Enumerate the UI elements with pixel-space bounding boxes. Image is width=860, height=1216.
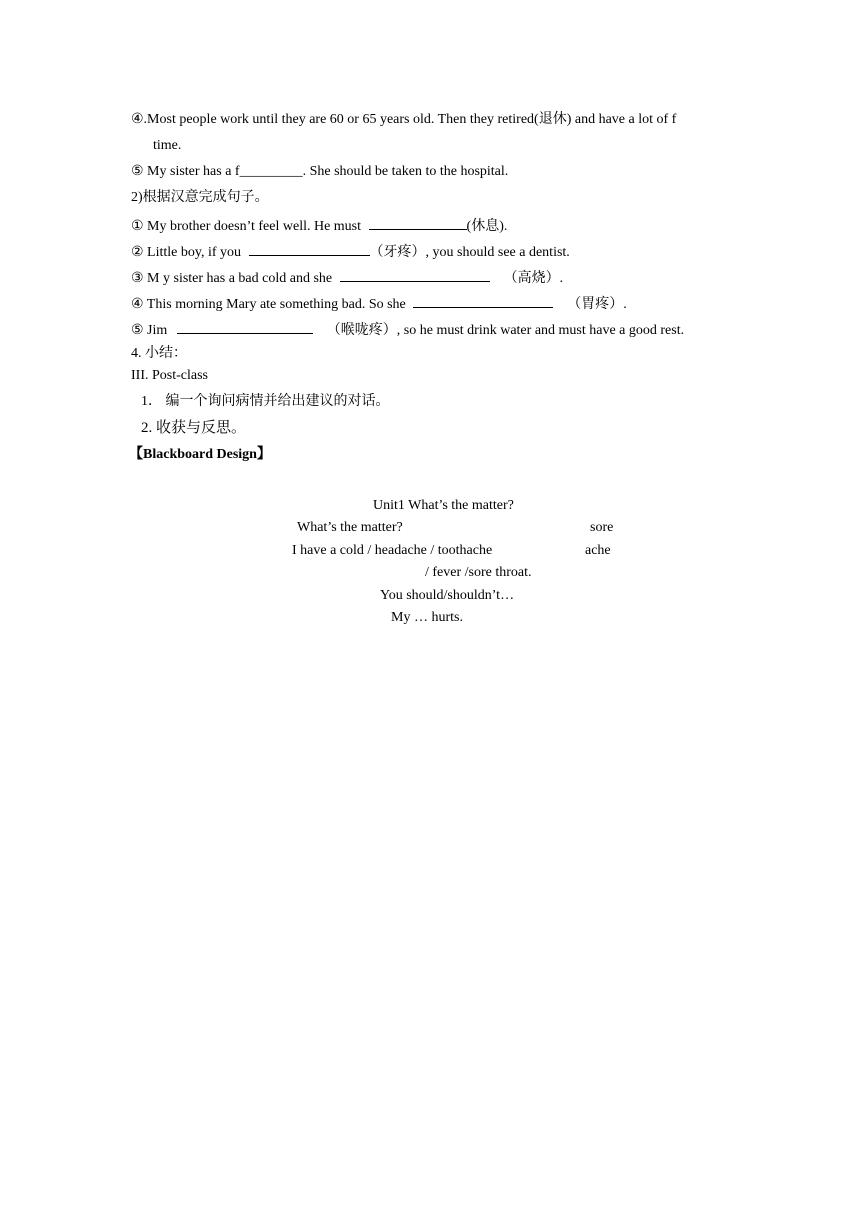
sentence-item-2-pre: ② Little boy, if you [131, 245, 242, 260]
exercise-2-heading-text: 2)根据汉意完成句子。 [131, 190, 269, 205]
blackboard-line-2-left-text: I have a cold / headache / toothache [292, 543, 493, 558]
exercise-item-4-continuation [153, 137, 181, 155]
sentence-item-5-pre: ⑤ Jim [131, 323, 168, 338]
blackboard-line-5 [391, 609, 463, 627]
answer-blank[interactable] [369, 215, 467, 230]
blackboard-line-1-left-text: What’s the matter? [297, 520, 403, 535]
exercise-2-heading [131, 189, 269, 207]
exercise-item-5-pre: ⑤ My sister has a f [131, 164, 240, 179]
sentence-item-5 [131, 319, 684, 340]
answer-blank[interactable] [413, 293, 553, 308]
exercise-item-4-cont-text: time. [153, 138, 182, 153]
post-class-heading-text: III. Post-class [131, 368, 208, 383]
sentence-item-5-post: , so he must drink water and must have a good rest. [396, 323, 685, 338]
sentence-item-2-hint: （牙疼） [369, 245, 426, 260]
blackboard-title-text: Unit1 What’s the matter? [373, 498, 514, 513]
answer-blank[interactable] [249, 241, 370, 256]
post-class-item-1 [141, 393, 390, 411]
blackboard-line-4 [380, 587, 514, 605]
blackboard-line-2-right-text: ache [585, 543, 611, 558]
sentence-item-2-post: , you should see a dentist. [425, 245, 570, 260]
blackboard-line-4-text: You should/shouldn’t… [380, 588, 515, 603]
sentence-item-3-hint: （高烧） [503, 271, 560, 286]
sentence-item-3-post: . [559, 271, 564, 286]
sentence-item-1 [131, 215, 507, 236]
summary-heading [131, 345, 187, 363]
sentence-item-3-pre: ③ M y sister has a bad cold and she [131, 271, 333, 286]
post-class-item-2 [141, 419, 246, 437]
sentence-item-4-pre: ④ This morning Mary ate something bad. So she [131, 297, 406, 312]
blackboard-line-1-right-text: sore [590, 520, 614, 535]
blackboard-line-1-left [297, 519, 403, 537]
blackboard-heading-text: 【Blackboard Design】 [129, 447, 271, 462]
exercise-item-4 [131, 111, 676, 129]
exercise-item-4-text: ④.Most people work until they are 60 or 65 years old. Then they retired(退休) and have a lot of f [131, 112, 677, 127]
sentence-item-2 [131, 241, 570, 262]
sentence-item-4-hint: （胃疼） [567, 297, 624, 312]
sentence-item-5-hint: （喉咙疼） [326, 323, 397, 338]
answer-blank[interactable] [177, 319, 313, 334]
blackboard-heading [129, 446, 271, 464]
exercise-item-5 [131, 163, 508, 181]
post-class-item-1-text: 1． 编一个询问病情并给出建议的对话。 [141, 394, 390, 409]
summary-heading-text: 4. 小结： [131, 346, 187, 361]
sentence-item-4 [131, 293, 627, 314]
post-class-item-2-text: 2. 收获与反思。 [141, 420, 247, 436]
sentence-item-1-hint: (休息). [466, 219, 508, 234]
sentence-item-1-pre: ① My brother doesn’t feel well. He must [131, 219, 362, 234]
blackboard-line-5-text: My … hurts. [391, 610, 463, 625]
blackboard-line-2-left [292, 542, 492, 560]
post-class-heading [131, 367, 208, 385]
sentence-item-4-post: . [623, 297, 627, 312]
blackboard-line-3-text: / fever /sore throat. [425, 565, 532, 580]
exercise-item-5-post: . She should be taken to the hospital. [302, 164, 509, 179]
sentence-item-3 [131, 267, 563, 288]
blackboard-line-2-right [585, 542, 611, 560]
exercise-item-5-blank: _________ [239, 164, 303, 179]
answer-blank[interactable] [340, 267, 490, 282]
blackboard-line-3 [425, 564, 532, 582]
blackboard-title [373, 497, 514, 515]
blackboard-line-1-right [590, 519, 613, 537]
